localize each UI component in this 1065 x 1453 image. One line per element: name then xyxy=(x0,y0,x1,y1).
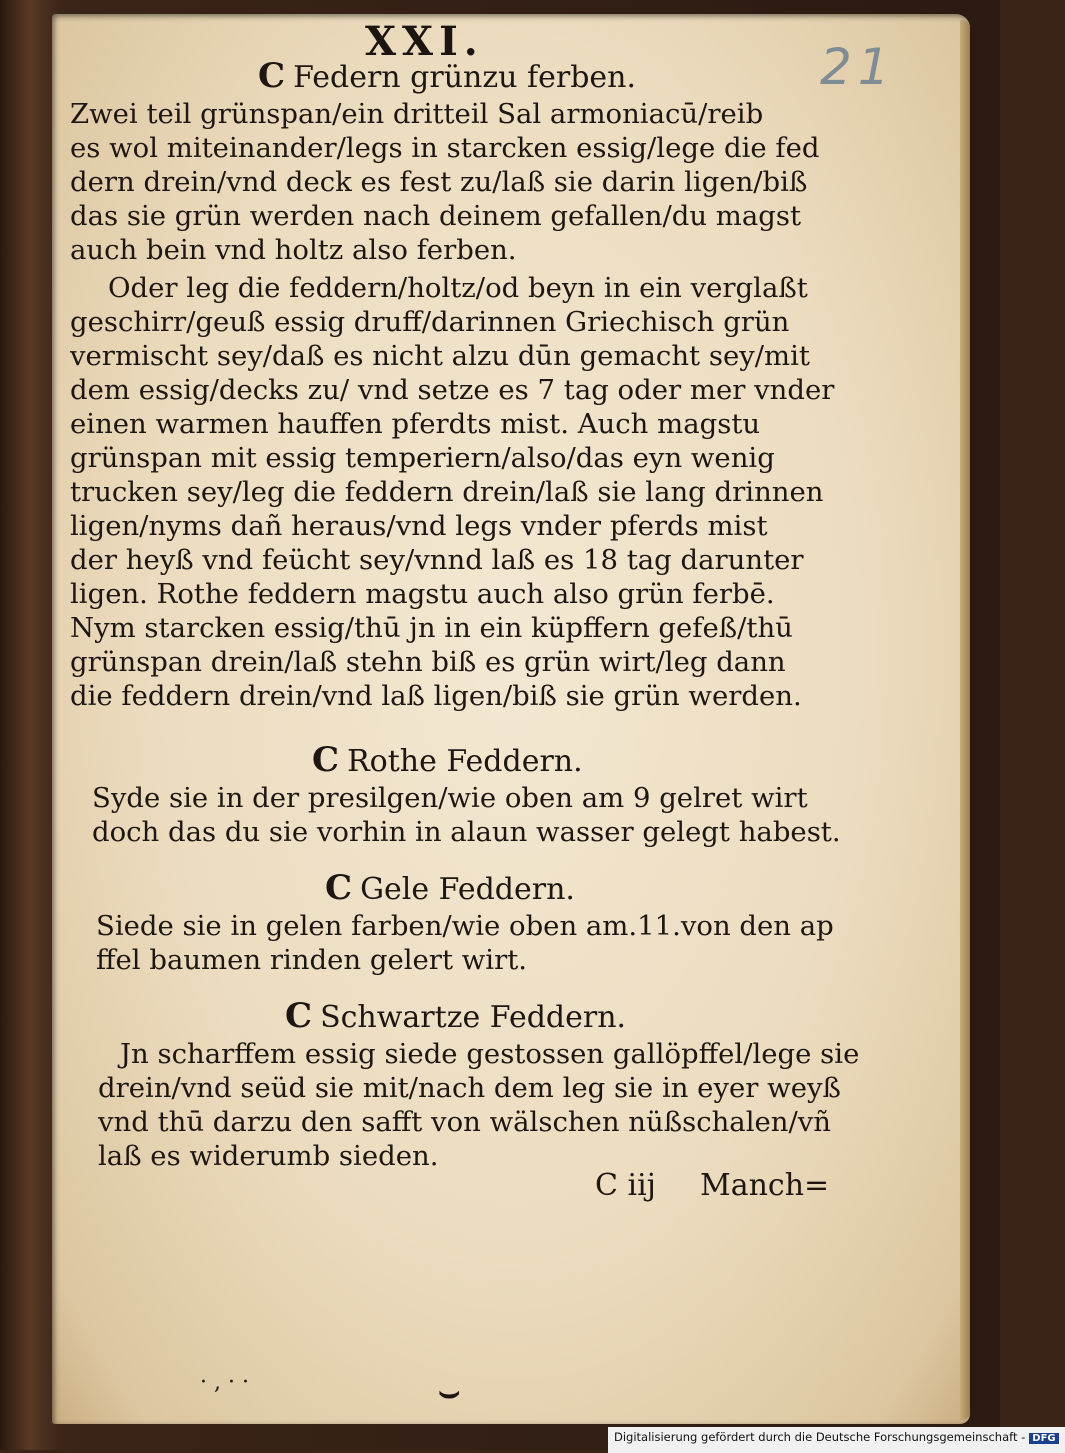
page-edge xyxy=(960,20,970,1420)
text-line: drein/vnd seüd sie mit/nach dem leg sie in eyer weyß xyxy=(98,1072,841,1104)
text-line: es wol miteinander/legs in starcken essig/lege die fed xyxy=(70,132,820,164)
section-body xyxy=(98,1038,878,1178)
text-line: einen warmen hauffen pferdts mist. Auch magstu xyxy=(70,408,761,440)
text-line: Syde sie in der presilgen/wie oben am 9 gelret wirt xyxy=(92,782,808,814)
handwritten-page-number: 21 xyxy=(820,38,896,96)
funding-notice: Digitalisierung gefördert durch die Deutsche Forschungsgemeinschaft - DFG xyxy=(608,1427,1065,1453)
text-line: ligen. Rothe feddern magstu auch also grün ferbē. xyxy=(70,578,775,610)
text-line: das sie grün werden nach deinem gefallen/du magst xyxy=(70,200,802,232)
text-line: Zwei teil grünspan/ein dritteil Sal armoniacū/reib xyxy=(70,98,764,130)
section-body xyxy=(96,910,876,990)
section-heading: C Rothe Feddern. xyxy=(312,740,583,780)
text-line: dem essig/decks zu/ vnd setze es 7 tag oder mer vnder xyxy=(70,374,835,406)
text-line: trucken sey/leg die feddern drein/laß sie lang drinnen xyxy=(70,476,824,508)
text-line: Oder leg die feddern/holtz/od beyn in ein verglaßt xyxy=(108,272,808,304)
text-line: vermischt sey/daß es nicht alzu dūn gemacht sey/mit xyxy=(70,340,810,372)
section-body xyxy=(70,98,870,718)
signature-mark: C iij xyxy=(595,1168,656,1203)
section-body xyxy=(92,782,872,862)
folio-number: XXI. xyxy=(365,18,484,65)
text-line: die feddern drein/vnd laß ligen/biß sie grün werden. xyxy=(70,680,802,712)
pilcrow-icon: C xyxy=(325,868,353,908)
text-line: der heyß vnd feücht sey/vnnd laß es 18 tag darunter xyxy=(70,544,804,576)
text-line: grünspan drein/laß stehn biß es grün wirt/leg dann xyxy=(70,646,786,678)
pilcrow-icon: C xyxy=(312,740,340,780)
text-line: Siede sie in gelen farben/wie oben am.11.von den ap xyxy=(96,910,834,942)
catchword: Manch= xyxy=(699,1168,830,1203)
pilcrow-icon: C xyxy=(258,56,286,96)
text-line: dern drein/vnd deck es fest zu/laß sie darin ligen/biß xyxy=(70,166,808,198)
text-line: ligen/nyms dañ heraus/vnd legs vnder pferds mist xyxy=(70,510,768,542)
text-line: laß es widerumb sieden. xyxy=(98,1140,439,1172)
section-heading: C Federn grünzu ferben. xyxy=(258,56,637,96)
text-line: vnd thū darzu den safft von wälschen nüßschalen/vñ xyxy=(98,1106,831,1138)
text-line: doch das du sie vorhin in alaun wasser gelegt habest. xyxy=(92,816,841,848)
section-heading: C Gele Feddern. xyxy=(325,868,575,908)
bottom-marks: · , · · xyxy=(200,1370,249,1395)
pilcrow-icon: C xyxy=(285,996,313,1036)
signature-line xyxy=(595,1168,829,1203)
dfg-logo: DFG xyxy=(1029,1433,1058,1444)
text-line: geschirr/geuß essig druff/darinnen Griechisch grün xyxy=(70,306,790,338)
text-line: grünspan mit essig temperiern/also/das eyn wenig xyxy=(70,442,775,474)
text-line: Jn scharffem essig siede gestossen gallöpffel/lege sie xyxy=(120,1038,860,1070)
section-heading: C Schwartze Feddern. xyxy=(285,996,627,1036)
text-line: ffel baumen rinden gelert wirt. xyxy=(96,944,528,976)
text-line: Nym starcken essig/thū jn in ein küpffern gefeß/thū xyxy=(70,612,793,644)
text-line: auch bein vnd holtz also ferben. xyxy=(70,234,517,266)
ornament-icon: ⌣ xyxy=(438,1372,461,1412)
